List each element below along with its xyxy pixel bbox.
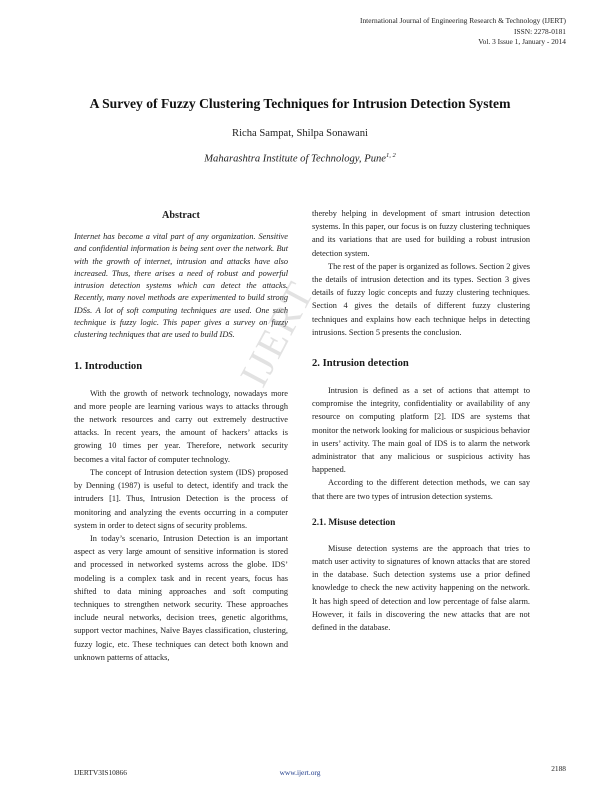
right-column bbox=[312, 207, 530, 634]
affiliation-superscript: 1, 2 bbox=[386, 152, 396, 159]
section-1-paragraph-1: With the growth of network technology, nowadays more and more people are learning various ways to attacks through the network resources and carry out extremely destructive attacks. In recent years, the amount of hackers’ attacks is growing 10 times per year. Therefore, network security becomes a vital factor of computer technology. bbox=[74, 388, 288, 464]
journal-name: International Journal of Engineering Research & Technology (IJERT) bbox=[360, 16, 566, 25]
abstract-text: Internet has become a vital part of any organization. Sensitive and confidential information is being sent over the network. But with the growth of internet, intrusion and attacks have also increased. Thus, there arises a need of robust and powerful intrusion detection systems which can detect the attacks. Recently, many novel methods are experimented to build strong IDSs. A lot of soft computing techniques are used. One such technique is fuzzy logic. This paper gives a survey on fuzzy clustering techniques that are used to build IDS. bbox=[74, 232, 288, 340]
paper-authors: Richa Sampat, Shilpa Sonawani bbox=[232, 128, 368, 139]
section-1-heading: 1. Introduction bbox=[74, 360, 143, 372]
journal-header bbox=[266, 16, 566, 48]
section-1-paragraph-3: In today’s scenario, Intrusion Detection is an important aspect as very large amount of sensitive information is stored and processed in networked systems across the globe. IDS’ modeling is a complex task and in recent years, focus has shifted to data mining approaches and soft computing techniques to strengthen network security. These approaches include neural networks, decision trees, genetic algorithms, support vector machines, Naïve Bayes classification, clustering, fuzzy logic, etc. These techniques can detect both known and unknown patterns of attacks, bbox=[74, 533, 288, 662]
footer-website-link[interactable]: www.ijert.org bbox=[279, 768, 321, 777]
introduction-continuation: thereby helping in development of smart intrusion detection systems. In this paper, our focus is on fuzzy clustering techniques and its variations that are used for building a robust intrusion detection system. bbox=[312, 209, 530, 258]
journal-volume: Vol. 3 Issue 1, January - 2014 bbox=[478, 37, 566, 47]
footer-page-number: 2188 bbox=[551, 764, 566, 773]
section-1-paragraph-2: The concept of Intrusion detection system (IDS) proposed by Denning (1987) is useful to detect, identify and track the intruders [1]. Thus, Intrusion Detection is the process of monitoring and analyzing the events occurring in a computer system in order to detect signs of security problems. bbox=[74, 467, 288, 530]
left-column bbox=[74, 207, 288, 664]
paper-organization-paragraph: The rest of the paper is organized as follows. Section 2 gives the details of intrusion detection and its types. Section 3 gives details of fuzzy logic concepts and fuzzy clustering techniques. Section 4 gives the details of different fuzzy clustering techniques and explains how each technique helps in detecting intrusions. Section 5 presents the conclusion. bbox=[312, 261, 530, 337]
ijert-watermark: IJERT bbox=[230, 273, 324, 394]
section-2-paragraph-1: Intrusion is defined as a set of actions that attempt to compromise the integrity, confidentiality or availability of any resource on computing platform [2]. IDS are systems that monitor the network looking for malicious or suspicious behavior in users’ activity. The main goal of IDS is to alarm the network administrator that any malicious or suspicious activity has happened. bbox=[312, 386, 530, 475]
paper-title: A Survey of Fuzzy Clustering Techniques for Intrusion Detection System bbox=[89, 96, 511, 111]
footer-paper-id: IJERTV3IS10866 bbox=[74, 768, 127, 777]
journal-issn: ISSN: 2278-0181 bbox=[514, 26, 566, 36]
paper-affiliation bbox=[0, 152, 600, 165]
section-2-heading: 2. Intrusion detection bbox=[312, 358, 409, 370]
section-2-paragraph-2: According to the different detection methods, we can say that there are two types of intrusion detection systems. bbox=[312, 478, 530, 501]
section-2-1-heading: 2.1. Misuse detection bbox=[312, 517, 396, 528]
affiliation-text: Maharashtra Institute of Technology, Pune bbox=[204, 153, 386, 165]
section-2-1-paragraph-1: Misuse detection systems are the approach that tries to match user activity to signatures of known attacks that are stored in the database. Such detection systems use a prior defined knowledge to check the new activity happening on the network. It has high speed of detection and low percentage of false alarm. However, it fails in discovering the new attacks that are not defined in the database. bbox=[312, 543, 530, 633]
abstract-heading: Abstract bbox=[162, 210, 200, 221]
